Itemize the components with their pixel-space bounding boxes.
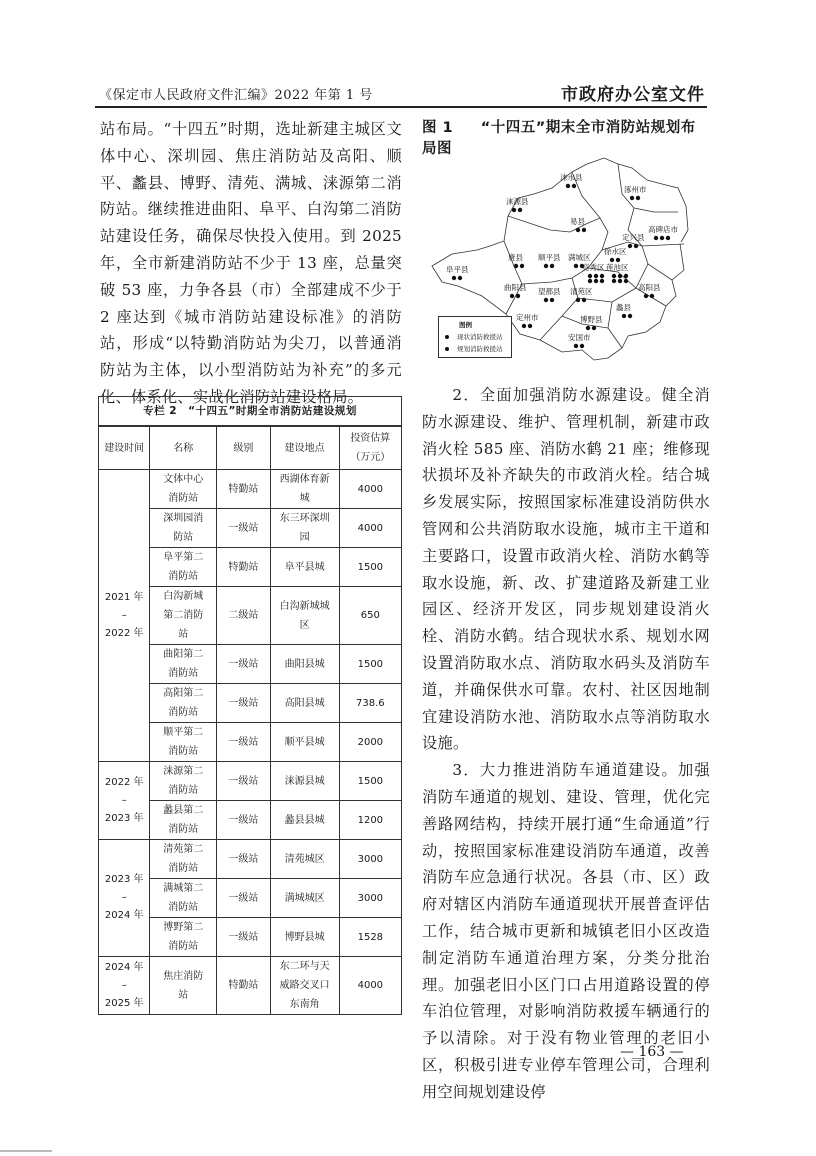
fire-station-dot	[528, 324, 532, 328]
header-period: 建设时间	[99, 427, 150, 470]
cell-location: 白沟新城城区	[270, 587, 339, 645]
map-region-label: 竞秀区	[582, 263, 605, 272]
fire-station-dot	[544, 298, 548, 302]
cell-investment: 4000	[339, 470, 401, 509]
map-region-label: 定兴县	[622, 233, 645, 242]
period-text: –	[121, 609, 127, 621]
fire-station-dot	[612, 279, 616, 283]
fire-station-dot	[574, 264, 578, 268]
header-level: 级别	[217, 427, 271, 470]
cell-level: 一级站	[217, 684, 271, 723]
fire-station-dot	[618, 274, 622, 278]
cell-location: 高阳县城	[270, 684, 339, 723]
period-cell	[99, 840, 150, 957]
fire-station-dot	[572, 184, 576, 188]
map-region-label: 安国市	[568, 333, 591, 342]
cell-location: 西湖体育新城	[270, 470, 339, 509]
period-text: –	[121, 794, 127, 806]
map-region-label: 满城区	[568, 253, 591, 262]
cell-investment: 4000	[339, 957, 401, 1015]
cell-investment: 1500	[339, 762, 401, 801]
body-paragraph-roads: 3．大力推进消防车通道建设。加强消防车通道的规划、建设、管理，优化完善路网结构，持续开展打通“生命通道”行动，按照国家标准建设消防车通道，改善消防车应急通行状况。各县（市、区）政府对辖区内消防车通道现状开展普查评估工作，结合城市更新和城镇老旧小区改造制定消防车通道治理方案，分类分批治理。加强老旧小区门口占用道路设置的停车泊位管理，对影响消防救援车辆通行的予以清除。对于没有物业管理的老旧小区，积极引进专业停车管理公司，合理利用空间规划建设停	[422, 761, 710, 1101]
table-row	[99, 470, 401, 509]
legend-dot-icon	[445, 347, 449, 351]
fire-station-dot	[600, 274, 604, 278]
cell-investment: 2000	[339, 723, 401, 762]
table-row	[99, 762, 401, 801]
cell-investment: 1528	[339, 918, 401, 957]
cell-level: 一级站	[217, 918, 271, 957]
publication-title: 《保定市人民政府文件汇编》2022 年第 1 号	[99, 88, 373, 103]
cell-investment: 1500	[339, 548, 401, 587]
figure-title	[422, 116, 710, 157]
cell-name: 满城第二消防站	[150, 879, 217, 918]
table-row	[99, 840, 401, 879]
body-paragraph-water: 2．全面加强消防水源建设。健全消防水源建设、维护、管理机制，新建市政消火栓 585 座、消防水鹤 21 座；维修现状损坏及补齐缺失的市政消火栓。结合城乡发展实际，按照国家标准建设消防供水管网和公共消防取水设施，城市主干道和主要路口，设置市政消火栓、消防水鹤等取水设施，新、改、扩建道路及新建工业园区、经济开发区，同步规划建设消火栓、消防水鹤。结合现状水系、规划水网设置消防取水点、消防取水码头及消防车道，并确保供水可靠。农村、社区因地制宜建设消防水池、消防取水点等消防取水设施。	[422, 386, 710, 753]
table-body	[99, 470, 401, 1015]
fire-station-dot	[628, 244, 632, 248]
map-legend	[438, 316, 512, 358]
cell-name: 顺平第二消防站	[150, 723, 217, 762]
fire-station-dot	[574, 344, 578, 348]
period-text: 2023 年	[104, 874, 144, 885]
period-text: 2025 年	[104, 997, 144, 1009]
page-header	[95, 82, 707, 108]
cell-name: 焦庄消防站	[150, 957, 217, 1015]
cell-location: 曲阳县城	[270, 645, 339, 684]
cell-level: 特勤站	[217, 470, 271, 509]
map-region-label: 望都县	[538, 287, 561, 296]
fire-station-dot	[550, 264, 554, 268]
fire-station-dot	[660, 236, 664, 240]
fire-station-dot	[580, 344, 584, 348]
cell-name: 高阳第二消防站	[150, 684, 217, 723]
map-region-label: 清苑区	[570, 287, 593, 296]
legend-label: 规划消防救援站	[457, 345, 503, 353]
cell-investment: 1500	[339, 645, 401, 684]
period-cell	[99, 762, 150, 840]
fire-station-dot	[516, 294, 520, 298]
fire-station-dot	[522, 324, 526, 328]
fire-station-dot	[518, 208, 522, 212]
fire-station-dot	[588, 274, 592, 278]
cell-location: 东二环与天威路交叉口东南角	[270, 957, 339, 1015]
cell-investment: 650	[339, 587, 401, 645]
cell-investment: 1200	[339, 801, 401, 840]
fire-station-dot	[512, 208, 516, 212]
period-text: 2022 年	[104, 776, 144, 788]
cell-level: 一级站	[217, 645, 271, 684]
fire-station-dot	[650, 294, 654, 298]
fire-station-dot	[514, 264, 518, 268]
period-text: 2023 年	[104, 812, 144, 824]
fire-station-dot	[654, 236, 658, 240]
fire-station-dot	[520, 264, 524, 268]
cell-name: 蠡县第二消防站	[150, 801, 217, 840]
period-text: 2024 年	[104, 910, 144, 921]
fire-station-dot	[452, 276, 456, 280]
cell-location: 博野县城	[270, 918, 339, 957]
table-caption: 专栏 2 “十四五”时期全市消防站建设规划	[99, 397, 401, 426]
map-region-label: 蠡县	[616, 303, 631, 312]
cell-location: 东三环深圳园	[270, 509, 339, 548]
map-region-label: 莲池区	[606, 263, 629, 272]
map-region-label: 易县	[570, 217, 585, 226]
cell-name: 博野第二消防站	[150, 918, 217, 957]
cell-name: 清苑第二消防站	[150, 840, 217, 879]
cell-location: 满城城区	[270, 879, 339, 918]
header-name: 名称	[150, 427, 217, 470]
cell-location: 顺平县城	[270, 723, 339, 762]
period-text: 2024 年	[104, 961, 144, 973]
figure-caption: “十四五”期末全市消防站规划布局图	[422, 120, 696, 157]
scan-edge	[0, 1150, 52, 1152]
cell-location: 清苑城区	[270, 840, 339, 879]
fire-station-dot	[666, 236, 670, 240]
map-region-label: 阜平县	[446, 265, 469, 274]
cell-level: 一级站	[217, 509, 271, 548]
station-plan-table-box	[98, 396, 402, 1015]
table-row	[99, 957, 401, 1015]
fire-station-dot	[544, 264, 548, 268]
fire-station-dot	[644, 294, 648, 298]
cell-location: 阜平县城	[270, 548, 339, 587]
map-region-label: 高阳县	[638, 283, 661, 292]
cell-investment: 3000	[339, 840, 401, 879]
fire-station-dot	[594, 274, 598, 278]
cell-level: 一级站	[217, 801, 271, 840]
header-investment: 投资估算（万元）	[339, 427, 401, 470]
table-header-row	[99, 427, 401, 470]
fire-station-dot	[612, 274, 616, 278]
fire-station-dot	[582, 298, 586, 302]
legend-dot-icon	[445, 335, 449, 339]
period-text: –	[121, 979, 127, 991]
fire-station-dot	[588, 279, 592, 283]
fire-station-dot	[630, 196, 634, 200]
cell-location: 蠡县县城	[270, 801, 339, 840]
fire-station-dot	[586, 326, 590, 330]
right-column	[422, 116, 710, 1106]
station-plan-table	[99, 426, 401, 1014]
cell-level: 一级站	[217, 762, 271, 801]
cell-name: 阜平第二消防站	[150, 548, 217, 587]
cell-investment: 738.6	[339, 684, 401, 723]
cell-investment: 3000	[339, 879, 401, 918]
fire-station-dot	[592, 326, 596, 330]
map-region-label: 涿州市	[624, 185, 647, 194]
map-region-label: 顺平县	[538, 253, 561, 262]
fire-station-dot	[618, 279, 622, 283]
left-column	[100, 116, 402, 411]
page-number: — 163 —	[620, 1044, 684, 1060]
map-region-label: 博野县	[580, 315, 603, 324]
legend-item-existing	[445, 332, 503, 341]
section-title: 市政府办公室文件	[561, 85, 705, 105]
cell-name: 文体中心消防站	[150, 470, 217, 509]
cell-level: 一级站	[217, 723, 271, 762]
cell-name: 深圳园消防站	[150, 509, 217, 548]
legend-label: 现状消防救援站	[457, 333, 503, 341]
cell-name: 涞源第二消防站	[150, 762, 217, 801]
fire-station-dot	[624, 279, 628, 283]
fire-station-dot	[458, 276, 462, 280]
map-region-label: 涞水县	[560, 173, 583, 182]
period-text: 2022 年	[104, 627, 144, 639]
fire-station-dot	[600, 279, 604, 283]
fire-station-dot	[636, 196, 640, 200]
fire-station-dot	[566, 184, 570, 188]
period-cell	[99, 957, 150, 1015]
cell-level: 特勤站	[217, 957, 271, 1015]
cell-name: 曲阳第二消防站	[150, 645, 217, 684]
cell-level: 特勤站	[217, 548, 271, 587]
legend-item-planned	[445, 344, 503, 353]
fire-station-dot	[628, 314, 632, 318]
map-region-label: 定州市	[516, 313, 539, 322]
period-text: –	[121, 892, 127, 903]
map-region-label: 徐水区	[604, 247, 627, 256]
cell-level: 一级站	[217, 840, 271, 879]
cell-name: 白沟新城第二消防站	[150, 587, 217, 645]
legend-title: 图例	[459, 321, 472, 329]
fire-station-dot	[594, 279, 598, 283]
cell-level: 一级站	[217, 879, 271, 918]
map-region-label: 高碑店市	[648, 225, 678, 234]
fire-station-dot	[576, 298, 580, 302]
cell-investment: 4000	[339, 509, 401, 548]
fire-station-map	[422, 146, 710, 376]
header-location: 建设地点	[270, 427, 339, 470]
period-cell	[99, 470, 150, 762]
fire-station-dot	[622, 314, 626, 318]
map-region-label: 唐县	[508, 253, 523, 262]
map-region-label: 曲阳县	[504, 283, 527, 292]
cell-location: 涞源县城	[270, 762, 339, 801]
fire-station-dot	[582, 228, 586, 232]
fire-station-dot	[576, 228, 580, 232]
cell-level: 二级站	[217, 587, 271, 645]
body-paragraph: 站布局。“十四五”时期，选址新建主城区文体中心、深圳园、焦庄消防站及高阳、顺平、蠡县、博野、清苑、满城、涞源第二消防站。继续推进曲阳、阜平、白沟第二消防站建设任务，确保尽快投入使用。到 2025 年，全市新建消防站不少于 13 座，总量突破 53 座，力争各县（市）全部建成不少于 2 座达到《城市消防站建设标准》的消防站，形成“以特勤消防站为尖刀，以普通消防站为主体，以小型消防站为补充”的多元化、体系化、实战化消防站建设格局。	[100, 120, 402, 406]
figure-number: 图 1	[422, 120, 454, 136]
period-text: 2021 年	[104, 591, 144, 603]
fire-station-dot	[634, 244, 638, 248]
fire-station-dot	[550, 298, 554, 302]
fire-station-dot	[510, 294, 514, 298]
fire-station-dot	[624, 274, 628, 278]
map-region-label: 涞源县	[506, 197, 529, 206]
